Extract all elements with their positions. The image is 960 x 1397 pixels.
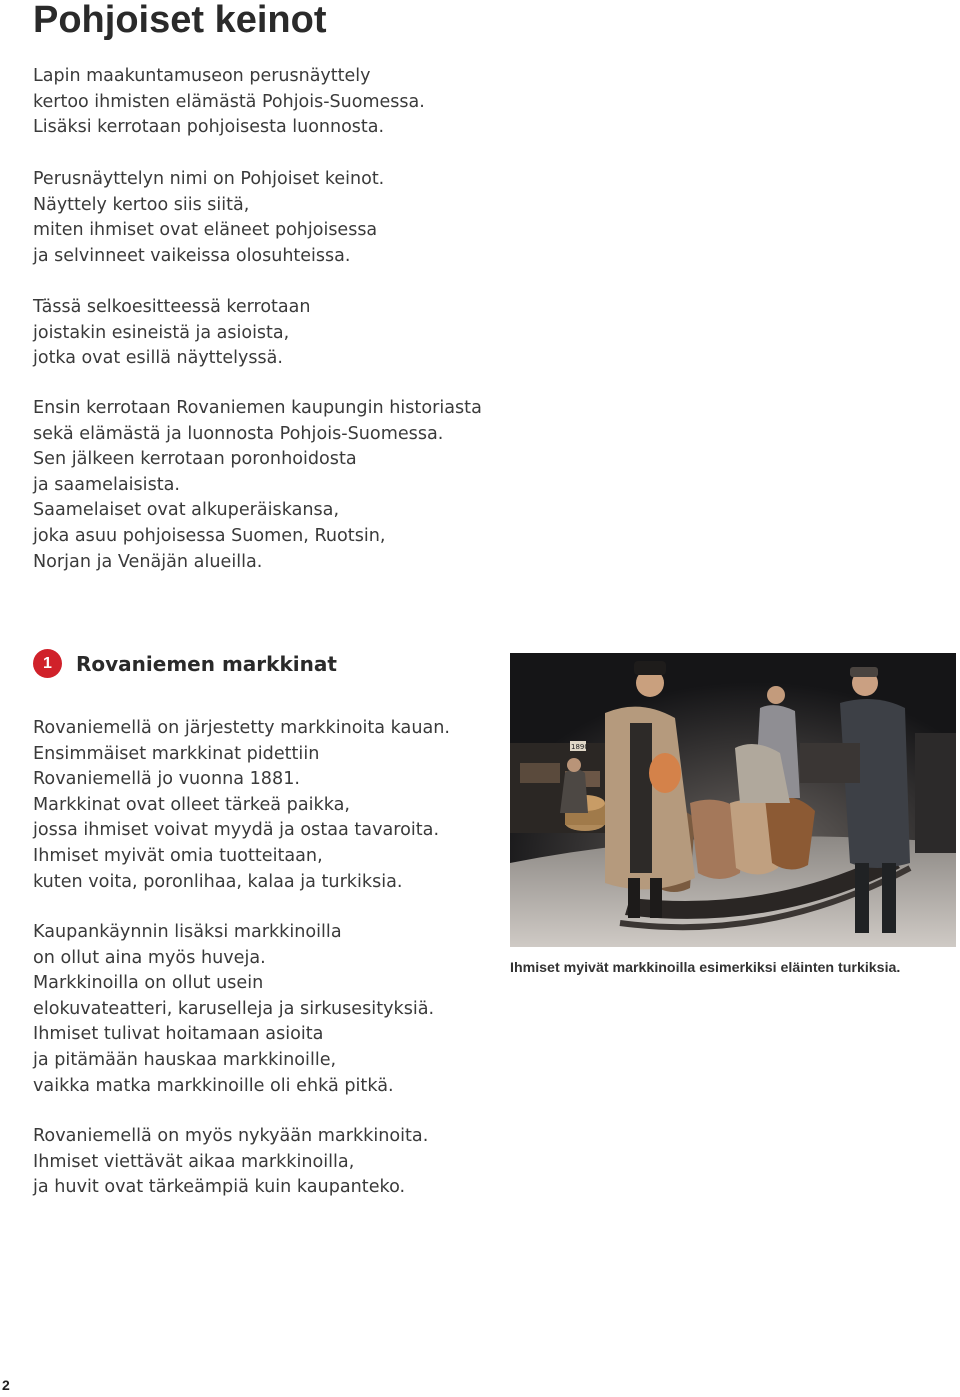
intro-paragraph-4 — [33, 396, 482, 575]
text-line: jossa ihmiset voivat myydä ja ostaa tavaroita. — [33, 820, 440, 841]
text-line: Ihmiset viettävät aikaa markkinoilla, — [33, 1151, 355, 1172]
text-line: Markkinat ovat olleet tärkeä paikka, — [33, 794, 350, 815]
text-line: Perusnäyttelyn nimi on Pohjoiset keinot. — [33, 169, 385, 189]
text-line: ja pitämään hauskaa markkinoille, — [33, 1049, 337, 1070]
text-line: joka asuu pohjoisessa Suomen, Ruotsin, — [33, 525, 386, 546]
text-line: joistakin esineistä ja asioista, — [33, 322, 290, 343]
text-line: vaikka matka markkinoille oli ehkä pitkä. — [33, 1075, 394, 1096]
text-line: Saamelaiset ovat alkuperäiskansa, — [33, 500, 340, 521]
text-line: Näyttely kertoo siis siitä, — [33, 194, 250, 215]
text-line: Lapin maakuntamuseon perusnäyttely — [33, 66, 371, 86]
text-line: Norjan ja Venäjän alueilla. — [33, 551, 263, 572]
page-number: 2 — [2, 1377, 10, 1393]
exhibit-illustration — [510, 653, 956, 947]
text-line: kuten voita, poronlihaa, kalaa ja turkiksia. — [33, 871, 403, 892]
text-line: elokuvateatteri, karuselleja ja sirkusesityksiä. — [33, 998, 435, 1019]
section-title: Rovaniemen markkinat — [76, 651, 337, 676]
year-sign-text: 1890 — [571, 743, 589, 751]
text-line: kertoo ihmisten elämästä Pohjois-Suomessa. — [33, 91, 425, 112]
market-exhibit-photo — [510, 653, 956, 947]
section-paragraph-1 — [33, 716, 450, 895]
text-line: sekä elämästä ja luonnosta Pohjois-Suomessa. — [33, 423, 444, 444]
text-line: Ensimmäiset markkinat pidettiin — [33, 743, 320, 764]
intro-paragraph-1 — [33, 64, 425, 141]
photo-caption: Ihmiset myivät markkinoilla esimerkiksi eläinten turkiksia. — [510, 960, 901, 976]
text-line: Sen jälkeen kerrotaan poronhoidosta — [33, 449, 357, 470]
text-line: Ensin kerrotaan Rovaniemen kaupungin historiasta — [33, 398, 482, 418]
section-heading — [33, 649, 337, 678]
text-line: ja selvinneet vaikeissa olosuhteissa. — [33, 245, 351, 266]
section-paragraph-2 — [33, 920, 434, 1099]
text-line: ja huvit ovat tärkeämpiä kuin kaupanteko. — [33, 1177, 406, 1198]
section-number-badge: 1 — [33, 649, 62, 678]
text-line: Ihmiset myivät omia tuotteitaan, — [33, 845, 323, 866]
text-line: Tässä selkoesitteessä kerrotaan — [33, 297, 311, 317]
text-line: Markkinoilla on ollut usein — [33, 973, 264, 994]
intro-paragraph-3 — [33, 295, 310, 372]
text-line: ja saamelaisista. — [33, 474, 181, 495]
page-title: Pohjoiset keinot — [33, 0, 327, 41]
text-line: on ollut aina myös huveja. — [33, 947, 266, 968]
section-paragraph-3 — [33, 1124, 428, 1201]
intro-paragraph-2 — [33, 167, 384, 269]
text-line: Lisäksi kerrotaan pohjoisesta luonnosta. — [33, 117, 385, 138]
text-line: Ihmiset tulivat hoitamaan asioita — [33, 1024, 324, 1045]
text-line: Rovaniemellä on myös nykyään markkinoita. — [33, 1126, 429, 1146]
text-line: miten ihmiset ovat eläneet pohjoisessa — [33, 220, 378, 241]
text-line: jotka ovat esillä näyttelyssä. — [33, 348, 283, 369]
text-line: Rovaniemellä on järjestetty markkinoita kauan. — [33, 718, 451, 738]
text-line: Rovaniemellä jo vuonna 1881. — [33, 769, 300, 790]
text-line: Kaupankäynnin lisäksi markkinoilla — [33, 922, 342, 942]
